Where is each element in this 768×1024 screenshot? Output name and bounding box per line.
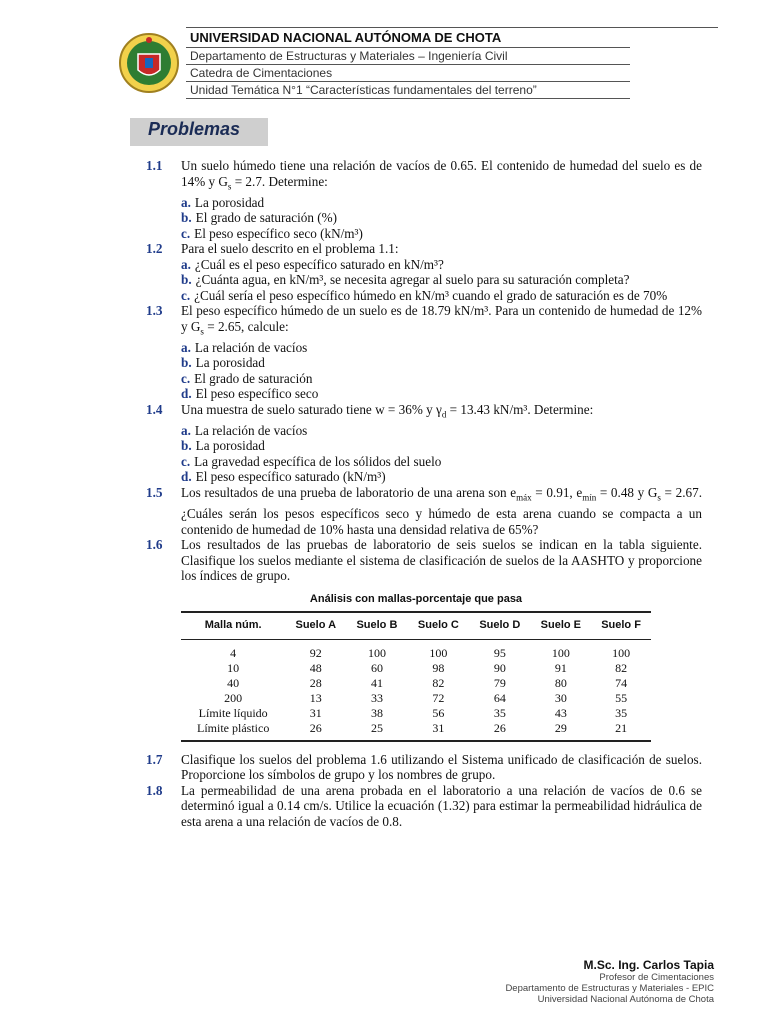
header-rule xyxy=(186,64,630,65)
table-cell: 48 xyxy=(309,660,322,675)
footer xyxy=(505,958,714,1005)
table-cell: 43 xyxy=(554,705,567,720)
table-cell: 40 xyxy=(227,675,240,690)
table-cell: 100 xyxy=(551,645,570,660)
table-cell: 80 xyxy=(554,675,567,690)
table-header-cell: Suelo B xyxy=(346,612,407,639)
problem-statement: Los resultados de una prueba de laboratorio de una arena son $e_{máx} = 0.91$, $e_{mín} = 0.48$ y $G_s = 2.67$. ¿Cuáles serán los pesos específicos seco y húmedo de esta arena cuando se compacta a un contenido de humedad de 10% hasta una densidad relativa de 65%? xyxy=(181,484,703,537)
problem-subitem: d. El peso específico seco xyxy=(181,386,319,402)
table-cell: 55 xyxy=(615,690,628,705)
author-role: Profesor de Cimentaciones xyxy=(599,972,714,983)
table-row xyxy=(181,676,651,691)
problem-number: 1.1 xyxy=(146,158,163,173)
table-cell: 92 xyxy=(309,645,322,660)
problem-subitem: c. El peso específico seco (kN/m³) xyxy=(181,225,363,241)
table-body xyxy=(181,639,651,741)
problem-subitem: c. El grado de saturación xyxy=(181,370,313,386)
section-title: Problemas xyxy=(148,119,241,139)
table-cell: 33 xyxy=(370,690,383,705)
table-cell: 35 xyxy=(493,705,506,720)
problem-1-2 xyxy=(146,241,702,303)
problem-subitem: a. La relación de vacíos xyxy=(181,422,308,438)
table-cell: 200 xyxy=(224,690,243,705)
header-rule xyxy=(186,81,630,82)
problem-number: 1.2 xyxy=(146,241,163,257)
unit-line: Unidad Temática N°1 “Características fundamentales del terreno” xyxy=(190,83,537,97)
table-cell: 98 xyxy=(432,660,445,675)
table-cell: 74 xyxy=(615,675,628,690)
problem-1-7 xyxy=(146,752,702,783)
problem-subitem: c. ¿Cuál sería el peso específico húmedo en kN/m³ cuando el grado de saturación es de 70% xyxy=(181,287,668,303)
table-cell: 100 xyxy=(612,645,631,660)
table-cell: 29 xyxy=(531,721,592,741)
sieve-table-wrapper xyxy=(181,592,651,742)
section-banner xyxy=(130,118,268,146)
problems-list xyxy=(146,158,702,584)
problem-1-4 xyxy=(146,402,702,485)
problems-content xyxy=(146,158,702,829)
problem-statement: Una muestra de suelo saturado tiene w = 36% y $\gamma_d = 13.43$ kN/m³. Determine: xyxy=(181,401,594,420)
table-cell: 26 xyxy=(469,721,530,741)
author-department: Departamento de Estructuras y Materiales - EPIC xyxy=(505,983,714,994)
table-cell: 35 xyxy=(615,705,628,720)
chair-line: Catedra de Cimentaciones xyxy=(190,66,333,80)
problem-1-6 xyxy=(146,537,702,584)
table-header-cell: Suelo A xyxy=(285,612,346,639)
table-cell: 38 xyxy=(370,705,383,720)
sieve-table xyxy=(181,611,651,742)
problem-statement: Un suelo húmedo tiene una relación de vacíos de 0.65. El contenido de humedad del suelo es de 14% y $G_s = 2.7$. Determine: xyxy=(181,158,702,192)
problems-list-after xyxy=(146,752,702,830)
table-cell: 82 xyxy=(432,675,445,690)
problem-number: 1.3 xyxy=(146,303,163,319)
problem-subitem: c. La gravedad específica de los sólidos del suelo xyxy=(181,453,442,469)
table-header-cell: Suelo E xyxy=(531,612,592,639)
table-cell: 72 xyxy=(432,690,445,705)
author-name: M.Sc. Ing. Carlos Tapia xyxy=(583,958,714,972)
table-row xyxy=(181,706,651,721)
table-cell: 56 xyxy=(432,705,445,720)
table-header-cell: Malla núm. xyxy=(181,612,285,639)
table-cell: 100 xyxy=(367,645,386,660)
table-cell: 28 xyxy=(309,675,322,690)
table-cell: 31 xyxy=(408,721,469,741)
problem-subitem: b. La porosidad xyxy=(181,438,265,454)
table-header-cell: Suelo F xyxy=(591,612,651,639)
problem-1-1 xyxy=(146,158,702,241)
table-cell: 64 xyxy=(493,690,506,705)
problem-1-8 xyxy=(146,783,702,830)
header-rule xyxy=(186,98,630,99)
table-cell: 100 xyxy=(429,645,448,660)
table-cell: 4 xyxy=(230,645,237,660)
problem-number: 1.6 xyxy=(146,537,163,553)
problem-number: 1.5 xyxy=(146,484,163,500)
header-rule xyxy=(186,47,630,48)
problem-subitem: a. La relación de vacíos xyxy=(181,339,308,355)
problem-subitem: b. La porosidad xyxy=(181,355,265,371)
problem-statement: Los resultados de las pruebas de laboratorio de seis suelos se indican en la tabla siguiente. Clasifique los suelos mediante el sistema de clasificación de suelos de la AASHTO y proporcione los índices de grupo. xyxy=(181,537,702,584)
problem-number: 1.4 xyxy=(146,401,163,417)
table-cell: 13 xyxy=(309,690,322,705)
university-logo xyxy=(118,32,180,94)
table-cell: Límite plástico xyxy=(181,721,285,741)
table-cell: 21 xyxy=(591,721,651,741)
department-line: Departamento de Estructuras y Materiales – Ingeniería Civil xyxy=(190,49,508,63)
table-cell: 41 xyxy=(370,675,383,690)
table-caption: Análisis con mallas-porcentaje que pasa xyxy=(309,592,523,605)
table-header-cell: Suelo D xyxy=(469,612,530,639)
table-cell: 60 xyxy=(370,660,383,675)
table-cell: 79 xyxy=(493,675,506,690)
table-cell: 91 xyxy=(554,660,567,675)
table-cell: 25 xyxy=(346,721,407,741)
problem-subitem: d. El peso específico saturado (kN/m³) xyxy=(181,469,386,485)
table-cell: 10 xyxy=(227,660,240,675)
author-university: Universidad Nacional Autónoma de Chota xyxy=(537,994,714,1005)
problem-1-3 xyxy=(146,303,702,402)
table-cell: 31 xyxy=(309,705,322,720)
table-row xyxy=(181,661,651,676)
header-rule-top xyxy=(186,27,718,28)
problem-number: 1.8 xyxy=(146,782,163,798)
problem-statement: Para el suelo descrito en el problema 1.1: xyxy=(181,241,399,257)
table-cell: 26 xyxy=(285,721,346,741)
table-row xyxy=(181,691,651,706)
university-name: UNIVERSIDAD NACIONAL AUTÓNOMA DE CHOTA xyxy=(190,30,502,45)
table-row xyxy=(181,721,651,741)
problem-statement: El peso específico húmedo de un suelo es de 18.79 kN/m³. Para un contenido de humedad de 12% y $G_s = 2.65$, calcule: xyxy=(181,303,702,337)
table-cell: Límite líquido xyxy=(198,705,268,720)
table-header-cell: Suelo C xyxy=(408,612,469,639)
problem-number: 1.7 xyxy=(146,751,163,767)
problem-statement: Clasifique los suelos del problema 1.6 utilizando el Sistema unificado de clasificación de suelos. Proporcione los símbolos de grupo y los nombres de grupo. xyxy=(181,751,702,783)
problem-subitem: b. El grado de saturación (%) xyxy=(181,210,337,226)
table-header-row xyxy=(181,612,651,639)
problem-statement: La permeabilidad de una arena probada en el laboratorio a una relación de vacíos de 0.6 se determinó igual a 0.14 cm/s. Utilice la ecuación (1.32) para estimar la permeabilidad hidráulica de esta arena a una relación de vacíos de 0.8. xyxy=(181,782,702,829)
table-cell: 95 xyxy=(493,645,506,660)
table-cell: 30 xyxy=(554,690,567,705)
table-row xyxy=(181,639,651,661)
table-cell: 82 xyxy=(615,660,628,675)
problem-subitem: a. La porosidad xyxy=(181,194,265,210)
problem-subitem: b. ¿Cuánta agua, en kN/m³, se necesita agregar al suelo para su saturación completa? xyxy=(181,272,630,288)
table-cell: 90 xyxy=(493,660,506,675)
problem-1-5 xyxy=(146,485,702,537)
problem-subitem: a. ¿Cuál es el peso específico saturado en kN/m³? xyxy=(181,256,444,272)
